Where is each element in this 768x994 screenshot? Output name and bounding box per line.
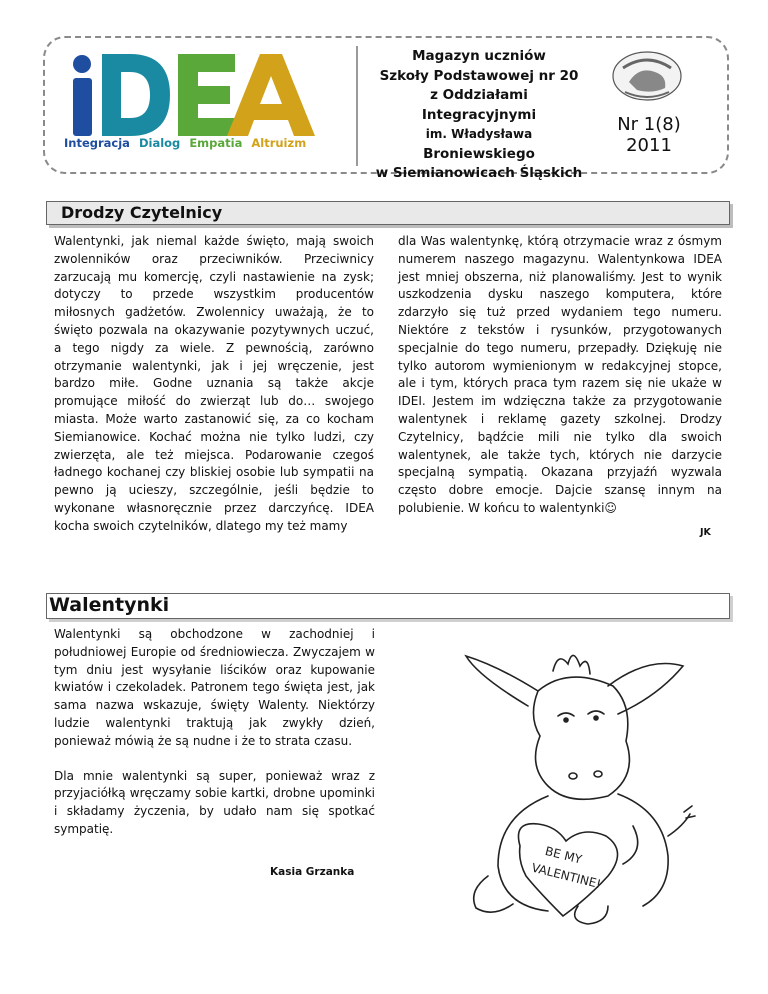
logo-letter-a <box>227 54 315 136</box>
issue-year: 2011 <box>626 135 672 156</box>
logo-tagline <box>64 136 311 150</box>
logo-letter-i <box>73 78 92 136</box>
desc-line: z Oddziałami <box>430 87 528 103</box>
desc-line: Integracyjnymi <box>421 106 537 123</box>
heart-text-line: VALENTINE! <box>530 860 603 892</box>
tagline-word: Dialog <box>138 136 181 150</box>
desc-line: Broniewskiego <box>423 145 535 162</box>
tagline-word: Integracja <box>64 136 130 150</box>
section-title: Drodzy Czytelnicy <box>61 203 223 222</box>
logo-letter-d <box>102 54 170 136</box>
library-stamp-icon <box>607 48 687 104</box>
donkey-with-heart-icon <box>458 636 696 926</box>
tagline-word: Altruizm <box>251 136 307 150</box>
desc-line: Magazyn uczniów <box>412 48 546 64</box>
masthead-divider <box>356 46 358 166</box>
magazine-description <box>362 47 596 184</box>
desc-line: im. Władysława <box>425 127 533 141</box>
tagline-word: Empatia <box>189 136 243 150</box>
author-signature: JK <box>700 527 711 538</box>
author-signature: Kasia Grzanka <box>270 866 355 878</box>
desc-line: Szkoły Podstawowej nr 20 <box>379 67 579 84</box>
logo-dot <box>73 55 91 73</box>
section-title: Walentynki <box>49 594 170 616</box>
desc-line: w Siemianowicach Śląskich <box>375 165 583 181</box>
logo-letter-e <box>178 54 235 136</box>
heart-text-line: BE MY <box>543 843 584 867</box>
article-column-left: Walentynki, jak niemal każde święto, mają swoich zwolenników oraz przeciwników. Przeciwnicy zarzucają mu komercję, czyli nastawienie na zysk; dotyczy to przede wszystkim producentów miłosnych gadżetów. Zwolennicy uważają, że to święto pozwala na okazywanie pozytywnych uczuć, a tego nigdy za wiele. Z pewnością, zarówno otrzymanie walentynki, jak i jej wręczenie, jest bardzo miłe. Godne uznania są także akcje promujące miłość do zwierząt lub do… swojego miasta. Może warto zastanowić się, za co kocham Siemianowice. Kochać można nie tylko ludzi, czy zwierzęta, ale też miejsca. Podarowanie czegoś ładnego kochanej czy bliskiej osobie lub sympatii na pewno ją ucieszy, szczególnie, jeśli będzie to wykonane własnoręcznie przez darczyńcę. IDEA kocha swoich czytelników, dlatego my też mamy <box>54 234 374 533</box>
issue-line: Nr 1(8) <box>617 114 681 135</box>
section-header <box>46 593 730 619</box>
issue-number <box>604 114 694 156</box>
idea-logo <box>60 44 360 144</box>
paragraph: Dla mnie walentynki są super, ponieważ wraz z przyjaciółką wręczamy sobie kartki, drobne upominki i składamy życzenia, by udało nam się spotkać sympatię. <box>54 768 375 836</box>
section-header <box>46 201 730 225</box>
article-body <box>54 626 375 856</box>
paragraph: Walentynki są obchodzone w zachodniej i południowej Europie od średniowiecza. Zwyczajem w tym dniu jest wysyłanie liścików oraz kupowanie kwiatów i czekoladek. Patronem tego święta jest, jak sama nazwa wskazuje, święty Walenty. Niektórzy ludzie walentynki traktują jak zwykły dzień, ponieważ mówią że są nudne i że to strata czasu. <box>54 627 375 748</box>
article-column-right: dla Was walentynkę, którą otrzymacie wraz z ósmym numerem naszego magazynu. Walentynkowa IDEA jest mniej obszerna, niż planowaliśmy. Jest to wynik uszkodzenia dysku naszego komputera, które zdarzyło się tuż przed wydaniem tego numeru. Niektóre z tekstów i rysunków, przygotowanych specjalnie do tego numeru, przepadły. Dziękuję nie tylko autorom wymienionym w redakcyjnej stopce, ale i tym, których praca tym razem się nie ukaże w IDEI. Jestem im wdzięczna także za przygotowanie walentynek i reklamę gazety szkolnej. Drodzy Czytelnicy, bądźcie mili nie tylko dla swoich walentynek, ale także tych, których nie darzycie specjalną sympatią. Okazana przyjaźń wyzwala często dobre emocje. Dajcie szansę innym na polubienie. W końcu to walentynki☺ <box>398 234 722 515</box>
